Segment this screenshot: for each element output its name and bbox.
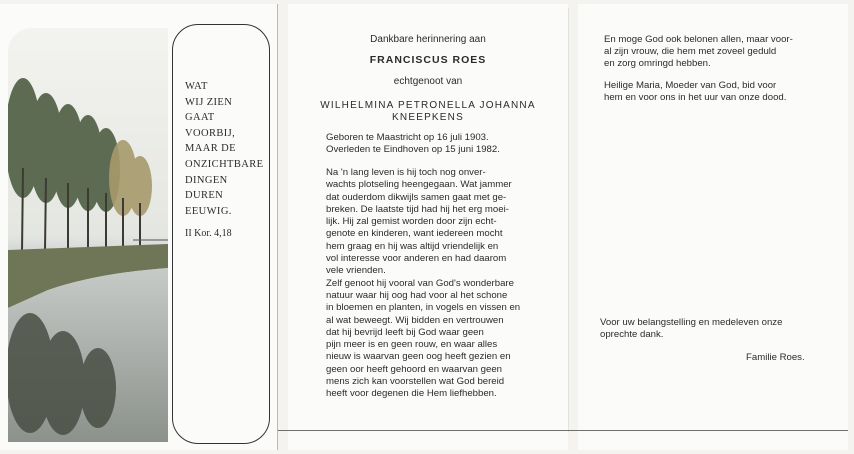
text-line: Voor uw belangstelling en medeleven onze [600,317,783,328]
text-line: Heilige Maria, Moeder van God, bid voor [604,80,777,91]
verse-line: WIJ ZIEN [185,96,233,108]
text-line: nieuw is waarvan geen oog heeft gezien en [326,351,511,363]
text-line: hem graag en hij was altijd vriendelijk en [326,240,499,252]
text-line: geen oor heeft gehoord en waarvan geen [326,363,503,375]
prayer-1 [604,34,820,70]
verse-line: DUREN [185,190,224,202]
verse-line: ONZICHTBARE [185,158,264,170]
bible-verse [185,79,275,219]
text-line: in bloemen en planten, in vogels en vissen en [326,302,521,314]
text-line: dat ouderdom dikwijls samen gaat met ge- [326,191,507,203]
verse-line: DINGEN [185,174,228,186]
death-line: Overleden te Eindhoven op 15 juni 1982. [326,144,500,156]
text-line: breken. De laatste tijd had hij het erg moei- [326,203,509,215]
spouse-name-line1: WILHELMINA PETRONELLA JOHANNA [320,100,536,111]
text-line: lijk. Hij zal gemist worden door zijn echt- [326,216,497,228]
verse-line: EEUWIG. [185,205,232,217]
text-line: wachts plotseling heengegaan. Wat jammer [326,179,512,191]
text-line: heeft voor degenen die Hem liefhebben. [326,388,497,400]
text-line: vele vrienden. [326,265,386,277]
spouse-label: echtgenoot van [393,76,463,87]
fold-line [277,4,278,450]
text-line: Zelf genoot hij vooral van God's wonderbare [326,277,514,289]
bottom-divider [278,430,848,431]
text-line: en zorg omringd hebben. [604,58,711,69]
deceased-name: FRANCISCUS ROES [369,54,487,66]
prayer-2 [604,80,820,104]
memorial-heading: Dankbare herinnering aan [370,34,486,45]
landscape-photo [8,28,168,442]
verse-line: VOORBIJ, [185,127,236,139]
spouse-name-line2: KNEEPKENS [392,112,464,123]
text-line: mens zich kan voorstellen wat God bereid [326,376,505,388]
text-line: hem en voor ons in het uur van onze dood. [604,92,787,103]
right-panel [578,4,848,450]
text-line: al wat beweegt. Wij bidden en vertrouwen [326,314,504,326]
crease-line [568,8,569,432]
text-line: oprechte dank. [600,329,664,340]
text-line: En moge God ook belonen allen, maar voor- [604,34,793,45]
birth-line: Geboren te Maastricht op 16 juli 1903. [326,132,489,143]
thanks-note [600,317,816,341]
text-line: dat hij bevrijd leeft bij God waar geen [326,326,484,338]
text-line: vol interesse voor anderen en had daarom [326,253,507,265]
text-line: genote en kinderen, want iedereen mocht [326,228,503,240]
verse-line: GAAT [185,112,215,124]
eulogy-paragraph-1 [326,167,542,401]
text-line: Na 'n lang leven is hij toch nog onver- [326,167,486,178]
verse-line: WAT [185,81,208,92]
family-signature: Familie Roes. [746,352,805,363]
text-line: al zijn vrouw, die hem met zoveel geduld [604,46,777,57]
verse-line: MAAR DE [185,143,236,155]
text-line: pijn meer is en geen rouw, en waar alles [326,339,498,351]
verse-reference: II Kor. 4,18 [185,228,232,239]
text-line: natuur waar hij oog had voor al het schone [326,289,508,301]
life-dates [326,132,542,157]
